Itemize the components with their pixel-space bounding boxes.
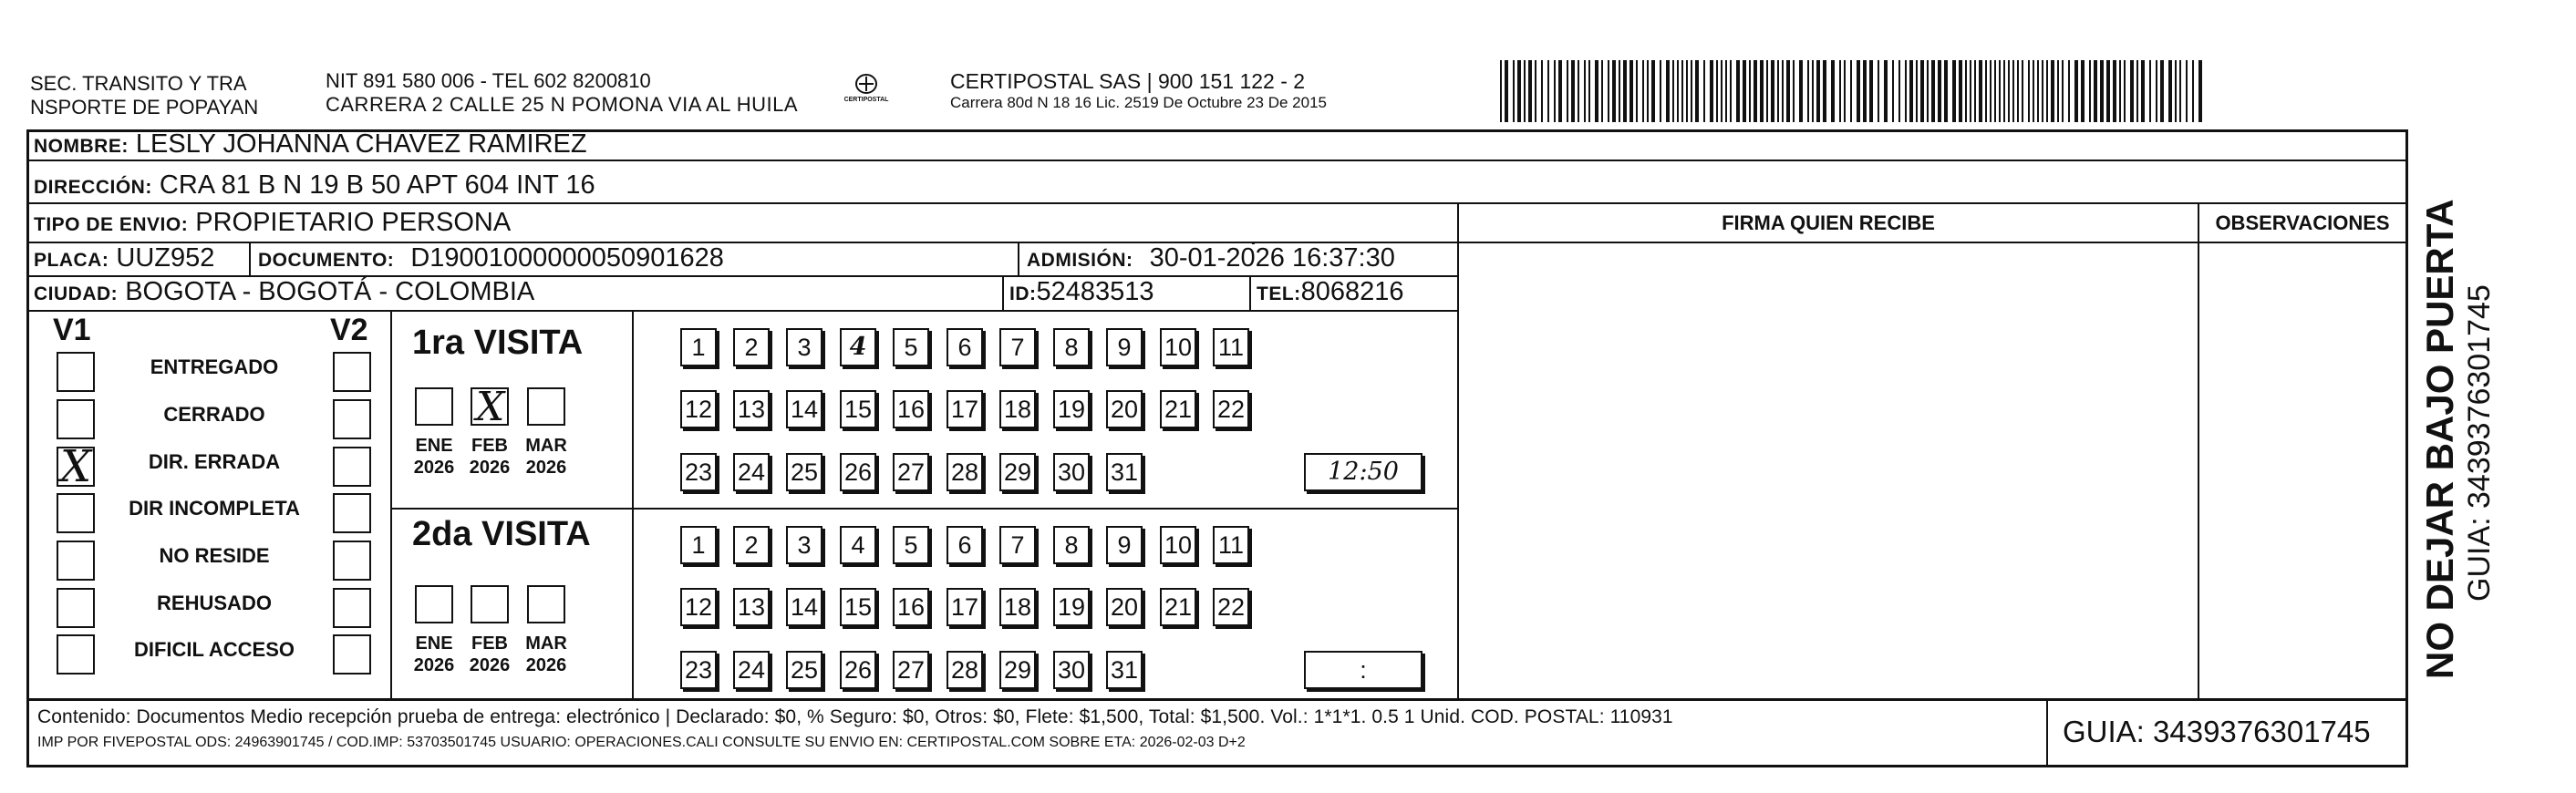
- day-box[interactable]: 31: [1106, 651, 1143, 689]
- barcode-bar: [2136, 60, 2138, 122]
- status-label: NO RESIDE: [159, 544, 270, 567]
- barcode-bar: [1812, 60, 1814, 122]
- barcode-bar: [2046, 60, 2048, 122]
- barcode-bar: [1547, 60, 1549, 122]
- no-dejar-bajo-puerta: NO DEJAR BAJO PUERTA: [2418, 199, 2461, 679]
- barcode-bar: [1884, 60, 1888, 122]
- day-box[interactable]: 11: [1213, 328, 1249, 366]
- barcode-bar: [1710, 60, 1713, 122]
- v2-checkbox[interactable]: [333, 634, 371, 675]
- day-box[interactable]: 28: [947, 651, 983, 689]
- v1-checkbox[interactable]: [57, 493, 95, 533]
- barcode-bar: [1567, 60, 1568, 122]
- day-box[interactable]: 20: [1106, 390, 1143, 428]
- barcode-bar: [1898, 60, 1900, 122]
- status-label: DIR. ERRADA: [148, 450, 281, 473]
- sender-nit-address: NIT 891 580 006 - TEL 602 8200810 CARRERA 2 CALLE 25 N POMONA VIA AL HUILA: [326, 69, 799, 116]
- month-checkbox[interactable]: [415, 585, 453, 623]
- barcode-bar: [1850, 60, 1852, 122]
- barcode-bar: [1990, 60, 1991, 122]
- day-box[interactable]: 14: [786, 390, 822, 428]
- barcode-bar: [1771, 60, 1774, 122]
- barcode-bar: [1916, 60, 1918, 122]
- v1-label: V1: [53, 313, 91, 347]
- barcode-bar: [1623, 60, 1627, 122]
- barcode-bar: [1651, 60, 1655, 122]
- barcode-bar: [1677, 60, 1679, 122]
- barcode-bar: [1578, 60, 1579, 122]
- barcode-bar: [1754, 60, 1757, 122]
- day-box[interactable]: 13: [733, 390, 770, 428]
- barcode-bar: [1807, 60, 1809, 122]
- day-box[interactable]: 4: [840, 328, 876, 366]
- barcode-bar: [1985, 60, 1987, 122]
- day-box[interactable]: 17: [947, 390, 983, 428]
- barcode-bar: [2141, 60, 2145, 122]
- barcode-bar: [2012, 60, 2014, 122]
- barcode-bar: [1931, 60, 1935, 122]
- barcode-bar: [1736, 60, 1740, 122]
- day-box[interactable]: 1: [680, 526, 717, 564]
- day-box[interactable]: 27: [893, 651, 929, 689]
- status-label: ENTREGADO: [150, 355, 279, 378]
- v2-checkbox[interactable]: [333, 447, 371, 487]
- document-number: DOCUMENTO: D19001000000050901628: [258, 243, 724, 273]
- barcode: [1500, 60, 2207, 122]
- barcode-bar: [1965, 60, 1967, 122]
- month-label: FEB 2026: [469, 633, 511, 675]
- city: CIUDAD: BOGOTA - BOGOTÁ - COLOMBIA: [34, 277, 535, 306]
- footer-guia: GUIA: 3439376301745: [2063, 715, 2371, 748]
- day-box[interactable]: 22: [1213, 390, 1249, 428]
- day-box[interactable]: 14: [786, 588, 822, 626]
- barcode-bar: [1629, 60, 1633, 122]
- barcode-bar: [1944, 60, 1948, 122]
- barcode-bar: [1793, 60, 1795, 122]
- barcode-bar: [1878, 60, 1879, 122]
- day-box[interactable]: 23: [680, 453, 717, 491]
- day-box[interactable]: 5: [893, 328, 929, 366]
- v1-checkbox[interactable]: [57, 352, 95, 392]
- barcode-bar: [1979, 60, 1982, 122]
- day-box[interactable]: 8: [1053, 328, 1090, 366]
- day-box[interactable]: 30: [1053, 453, 1090, 491]
- barcode-bar: [2028, 60, 2030, 122]
- barcode-bar: [1816, 60, 1820, 122]
- day-box[interactable]: 26: [840, 453, 876, 491]
- barcode-bar: [1703, 60, 1705, 122]
- barcode-bar: [1647, 60, 1649, 122]
- barcode-bar: [2168, 60, 2172, 122]
- barcode-bar: [1554, 60, 1556, 122]
- barcode-bar: [2100, 60, 2104, 122]
- day-box[interactable]: 2: [733, 526, 770, 564]
- barcode-bar: [2192, 60, 2194, 122]
- month-checkbox[interactable]: [471, 384, 509, 430]
- barcode-bar: [1799, 60, 1803, 122]
- day-box[interactable]: 31: [1106, 453, 1143, 491]
- barcode-bar: [1974, 60, 1976, 122]
- day-box[interactable]: 7: [999, 526, 1036, 564]
- barcode-bar: [1601, 60, 1603, 122]
- v2-checkbox[interactable]: [333, 352, 371, 392]
- v1-checkbox[interactable]: [57, 541, 95, 581]
- day-box[interactable]: 18: [999, 390, 1036, 428]
- barcode-bar: [2119, 60, 2121, 122]
- barcode-bar: [2057, 60, 2059, 122]
- barcode-bar: [2081, 60, 2085, 122]
- barcode-bar: [1823, 60, 1826, 122]
- day-box[interactable]: 16: [893, 390, 929, 428]
- barcode-bar: [1743, 60, 1746, 122]
- month-label: FEB 2026: [469, 436, 511, 478]
- barcode-bar: [2074, 60, 2078, 122]
- day-box[interactable]: 28: [947, 453, 983, 491]
- barcode-bar: [1952, 60, 1956, 122]
- signature-area[interactable]: [1459, 243, 2198, 697]
- day-box[interactable]: 19: [1053, 588, 1090, 626]
- sender-name: SEC. TRANSITO Y TRA NSPORTE DE POPAYAN: [30, 72, 259, 118]
- barcode-bar: [1959, 60, 1962, 122]
- day-box[interactable]: 6: [947, 328, 983, 366]
- day-box[interactable]: 8: [1053, 526, 1090, 564]
- observations-area[interactable]: [2199, 243, 2405, 697]
- barcode-bar: [2017, 60, 2019, 122]
- recipient-name: NOMBRE: LESLY JOHANNA CHAVEZ RAMIREZ: [34, 129, 587, 159]
- time-box[interactable]: :: [1304, 651, 1422, 689]
- barcode-bar: [1505, 60, 1508, 122]
- recipient-address: DIRECCIÓN: CRA 81 B N 19 B 50 APT 604 INT 16: [34, 170, 595, 200]
- barcode-bar: [1571, 60, 1575, 122]
- v2-checkbox[interactable]: [333, 399, 371, 439]
- status-label: DIFICIL ACCESO: [133, 638, 295, 661]
- barcode-bar: [2156, 60, 2157, 122]
- barcode-bar: [2033, 60, 2034, 122]
- day-box[interactable]: 24: [733, 651, 770, 689]
- barcode-bar: [1786, 60, 1790, 122]
- day-box[interactable]: 10: [1160, 526, 1196, 564]
- day-box[interactable]: 21: [1160, 390, 1196, 428]
- barcode-bar: [1782, 60, 1784, 122]
- barcode-bar: [2160, 60, 2164, 122]
- barcode-bar: [1760, 60, 1764, 122]
- barcode-bar: [1831, 60, 1835, 122]
- day-box[interactable]: 25: [786, 651, 822, 689]
- v1-checkbox[interactable]: [57, 441, 95, 492]
- day-box[interactable]: 15: [840, 390, 876, 428]
- barcode-bar: [2094, 60, 2097, 122]
- month-checkbox[interactable]: [415, 387, 453, 426]
- day-box[interactable]: 2: [733, 328, 770, 366]
- barcode-bar: [2198, 60, 2202, 122]
- barcode-bar: [1686, 60, 1688, 122]
- day-box[interactable]: 3: [786, 328, 822, 366]
- footer-print-line: IMP POR FIVEPOSTAL ODS: 24963901745 / COD.IMP: 53703501745 USUARIO: OPERACIONES.CALI CONSULTE SU ENVIO EN: CERTIPOSTAL.COM SOBRE ETA: 2026-02-03 D+2: [37, 735, 1246, 750]
- day-box[interactable]: 12: [680, 588, 717, 626]
- barcode-bar: [2124, 60, 2126, 122]
- time-box[interactable]: 12:50: [1304, 453, 1422, 491]
- barcode-bar: [1695, 60, 1699, 122]
- barcode-bar: [1541, 60, 1543, 122]
- day-box[interactable]: 18: [999, 588, 1036, 626]
- day-box[interactable]: 11: [1213, 526, 1249, 564]
- v1-checkbox[interactable]: [57, 399, 95, 439]
- barcode-bar: [1777, 60, 1779, 122]
- day-box[interactable]: 16: [893, 588, 929, 626]
- barcode-bar: [1844, 60, 1846, 122]
- barcode-bar: [1619, 60, 1620, 122]
- barcode-bar: [1721, 60, 1723, 122]
- barcode-bar: [1691, 60, 1692, 122]
- barcode-bar: [1660, 60, 1661, 122]
- month-label: MAR 2026: [525, 436, 567, 478]
- barcode-bar: [1528, 60, 1532, 122]
- v2-checkbox[interactable]: [333, 588, 371, 628]
- barcode-bar: [1920, 60, 1924, 122]
- visit-title: 1ra VISITA: [412, 324, 584, 362]
- barcode-bar: [2130, 60, 2134, 122]
- barcode-bar: [2051, 60, 2054, 122]
- shipment-type: TIPO DE ENVIO: PROPIETARIO PERSONA: [34, 208, 512, 237]
- barcode-bar: [1970, 60, 1971, 122]
- recipient-phone: TEL:8068216: [1257, 277, 1404, 306]
- barcode-bar: [1905, 60, 1907, 122]
- barcode-bar: [1725, 60, 1727, 122]
- barcode-bar: [2022, 60, 2023, 122]
- v1-checkbox[interactable]: [57, 588, 95, 628]
- plate-number: PLACA: UUZ952: [34, 243, 215, 273]
- day-box[interactable]: 13: [733, 588, 770, 626]
- barcode-bar: [2003, 60, 2005, 122]
- day-box[interactable]: 17: [947, 588, 983, 626]
- barcode-bar: [2113, 60, 2116, 122]
- barcode-bar: [2089, 60, 2091, 122]
- day-box[interactable]: 27: [893, 453, 929, 491]
- barcode-bar: [2037, 60, 2039, 122]
- status-label: DIR INCOMPLETA: [129, 497, 300, 520]
- barcode-bar: [1612, 60, 1616, 122]
- v2-checkbox[interactable]: [333, 493, 371, 533]
- barcode-bar: [2149, 60, 2151, 122]
- barcode-bar: [1642, 60, 1644, 122]
- barcode-bar: [2186, 60, 2188, 122]
- barcode-bar: [2068, 60, 2070, 122]
- barcode-bar: [1909, 60, 1913, 122]
- day-box[interactable]: 19: [1053, 390, 1090, 428]
- month-checkbox[interactable]: [527, 387, 565, 426]
- day-box[interactable]: 9: [1106, 328, 1143, 366]
- barcode-bar: [1730, 60, 1732, 122]
- barcode-bar: [1595, 60, 1598, 122]
- barcode-bar: [1608, 60, 1609, 122]
- v1-check-mark: X: [60, 441, 92, 492]
- side-guia: GUIA: 3439376301745: [2462, 284, 2497, 602]
- barcode-bar: [2008, 60, 2010, 122]
- barcode-bar: [2062, 60, 2064, 122]
- barcode-bar: [1839, 60, 1841, 122]
- barcode-bar: [2175, 60, 2177, 122]
- barcode-bar: [1535, 60, 1536, 122]
- barcode-bar: [1500, 60, 1502, 122]
- day-box[interactable]: 15: [840, 588, 876, 626]
- day-box[interactable]: 20: [1106, 588, 1143, 626]
- barcode-bar: [1588, 60, 1590, 122]
- day-box[interactable]: 7: [999, 328, 1036, 366]
- day-box[interactable]: 25: [786, 453, 822, 491]
- visit-title: 2da VISITA: [412, 515, 591, 553]
- barcode-bar: [1927, 60, 1929, 122]
- day-box[interactable]: 4: [840, 526, 876, 564]
- observations-header: OBSERVACIONES: [2215, 211, 2390, 234]
- company-info: CERTIPOSTAL SAS | 900 151 122 - 2 Carrera 80d N 18 16 Lic. 2519 De Octubre 23 De 2015: [950, 69, 1327, 111]
- barcode-bar: [1999, 60, 2001, 122]
- barcode-bar: [2042, 60, 2043, 122]
- barcode-bar: [2106, 60, 2110, 122]
- barcode-bar: [1636, 60, 1638, 122]
- v2-label: V2: [330, 313, 368, 347]
- barcode-bar: [1672, 60, 1674, 122]
- day-box[interactable]: 9: [1106, 526, 1143, 564]
- barcode-bar: [1863, 60, 1867, 122]
- day-box[interactable]: 21: [1160, 588, 1196, 626]
- v2-checkbox[interactable]: [333, 541, 371, 581]
- barcode-bar: [1857, 60, 1860, 122]
- barcode-bar: [1716, 60, 1718, 122]
- certipostal-logo: CERTIPOSTAL: [837, 66, 895, 111]
- barcode-bar: [1513, 60, 1515, 122]
- admission-date: ADMISIÓN: 30-01-2026 16:37:30: [1027, 243, 1395, 273]
- day-box[interactable]: 29: [999, 651, 1036, 689]
- day-box[interactable]: 3: [786, 526, 822, 564]
- day-box[interactable]: 24: [733, 453, 770, 491]
- day-box[interactable]: 30: [1053, 651, 1090, 689]
- barcode-bar: [1517, 60, 1521, 122]
- day-box[interactable]: 10: [1160, 328, 1196, 366]
- v1-checkbox[interactable]: [57, 634, 95, 675]
- barcode-bar: [1994, 60, 1996, 122]
- signature-header: FIRMA QUIEN RECIBE: [1722, 211, 1935, 234]
- day-box[interactable]: 29: [999, 453, 1036, 491]
- day-box[interactable]: 1: [680, 328, 717, 366]
- day-box[interactable]: 6: [947, 526, 983, 564]
- barcode-bar: [1938, 60, 1941, 122]
- barcode-bar: [1584, 60, 1586, 122]
- barcode-bar: [1766, 60, 1768, 122]
- status-label: REHUSADO: [157, 592, 272, 614]
- barcode-bar: [2179, 60, 2181, 122]
- day-box[interactable]: 12: [680, 390, 717, 428]
- recipient-id: ID:52483513: [1009, 277, 1154, 306]
- barcode-bar: [1749, 60, 1751, 122]
- day-box[interactable]: 5: [893, 526, 929, 564]
- day-box[interactable]: 22: [1213, 588, 1249, 626]
- month-label: ENE 2026: [413, 633, 455, 675]
- day-box[interactable]: 23: [680, 651, 717, 689]
- footer-content-line: Contenido: Documentos Medio recepción prueba de entrega: electrónico | Declarado: $0, % Seguro: $0, Otros: $0, Flete: $1,500, Total: $1,500. Vol.: 1*1*1. 0.5 1 Unid. COD. POSTAL: 110931: [37, 706, 1673, 727]
- day-box[interactable]: 26: [840, 651, 876, 689]
- status-label: CERRADO: [163, 403, 265, 426]
- barcode-bar: [1558, 60, 1562, 122]
- barcode-bar: [1869, 60, 1873, 122]
- month-checkbox[interactable]: [527, 585, 565, 623]
- barcode-bar: [1681, 60, 1683, 122]
- month-label: MAR 2026: [525, 633, 567, 675]
- barcode-bar: [1524, 60, 1526, 122]
- barcode-bar: [1666, 60, 1670, 122]
- barcode-bar: [1892, 60, 1894, 122]
- month-check-mark: X: [476, 384, 505, 430]
- month-label: ENE 2026: [413, 436, 455, 478]
- month-checkbox[interactable]: [471, 585, 509, 623]
